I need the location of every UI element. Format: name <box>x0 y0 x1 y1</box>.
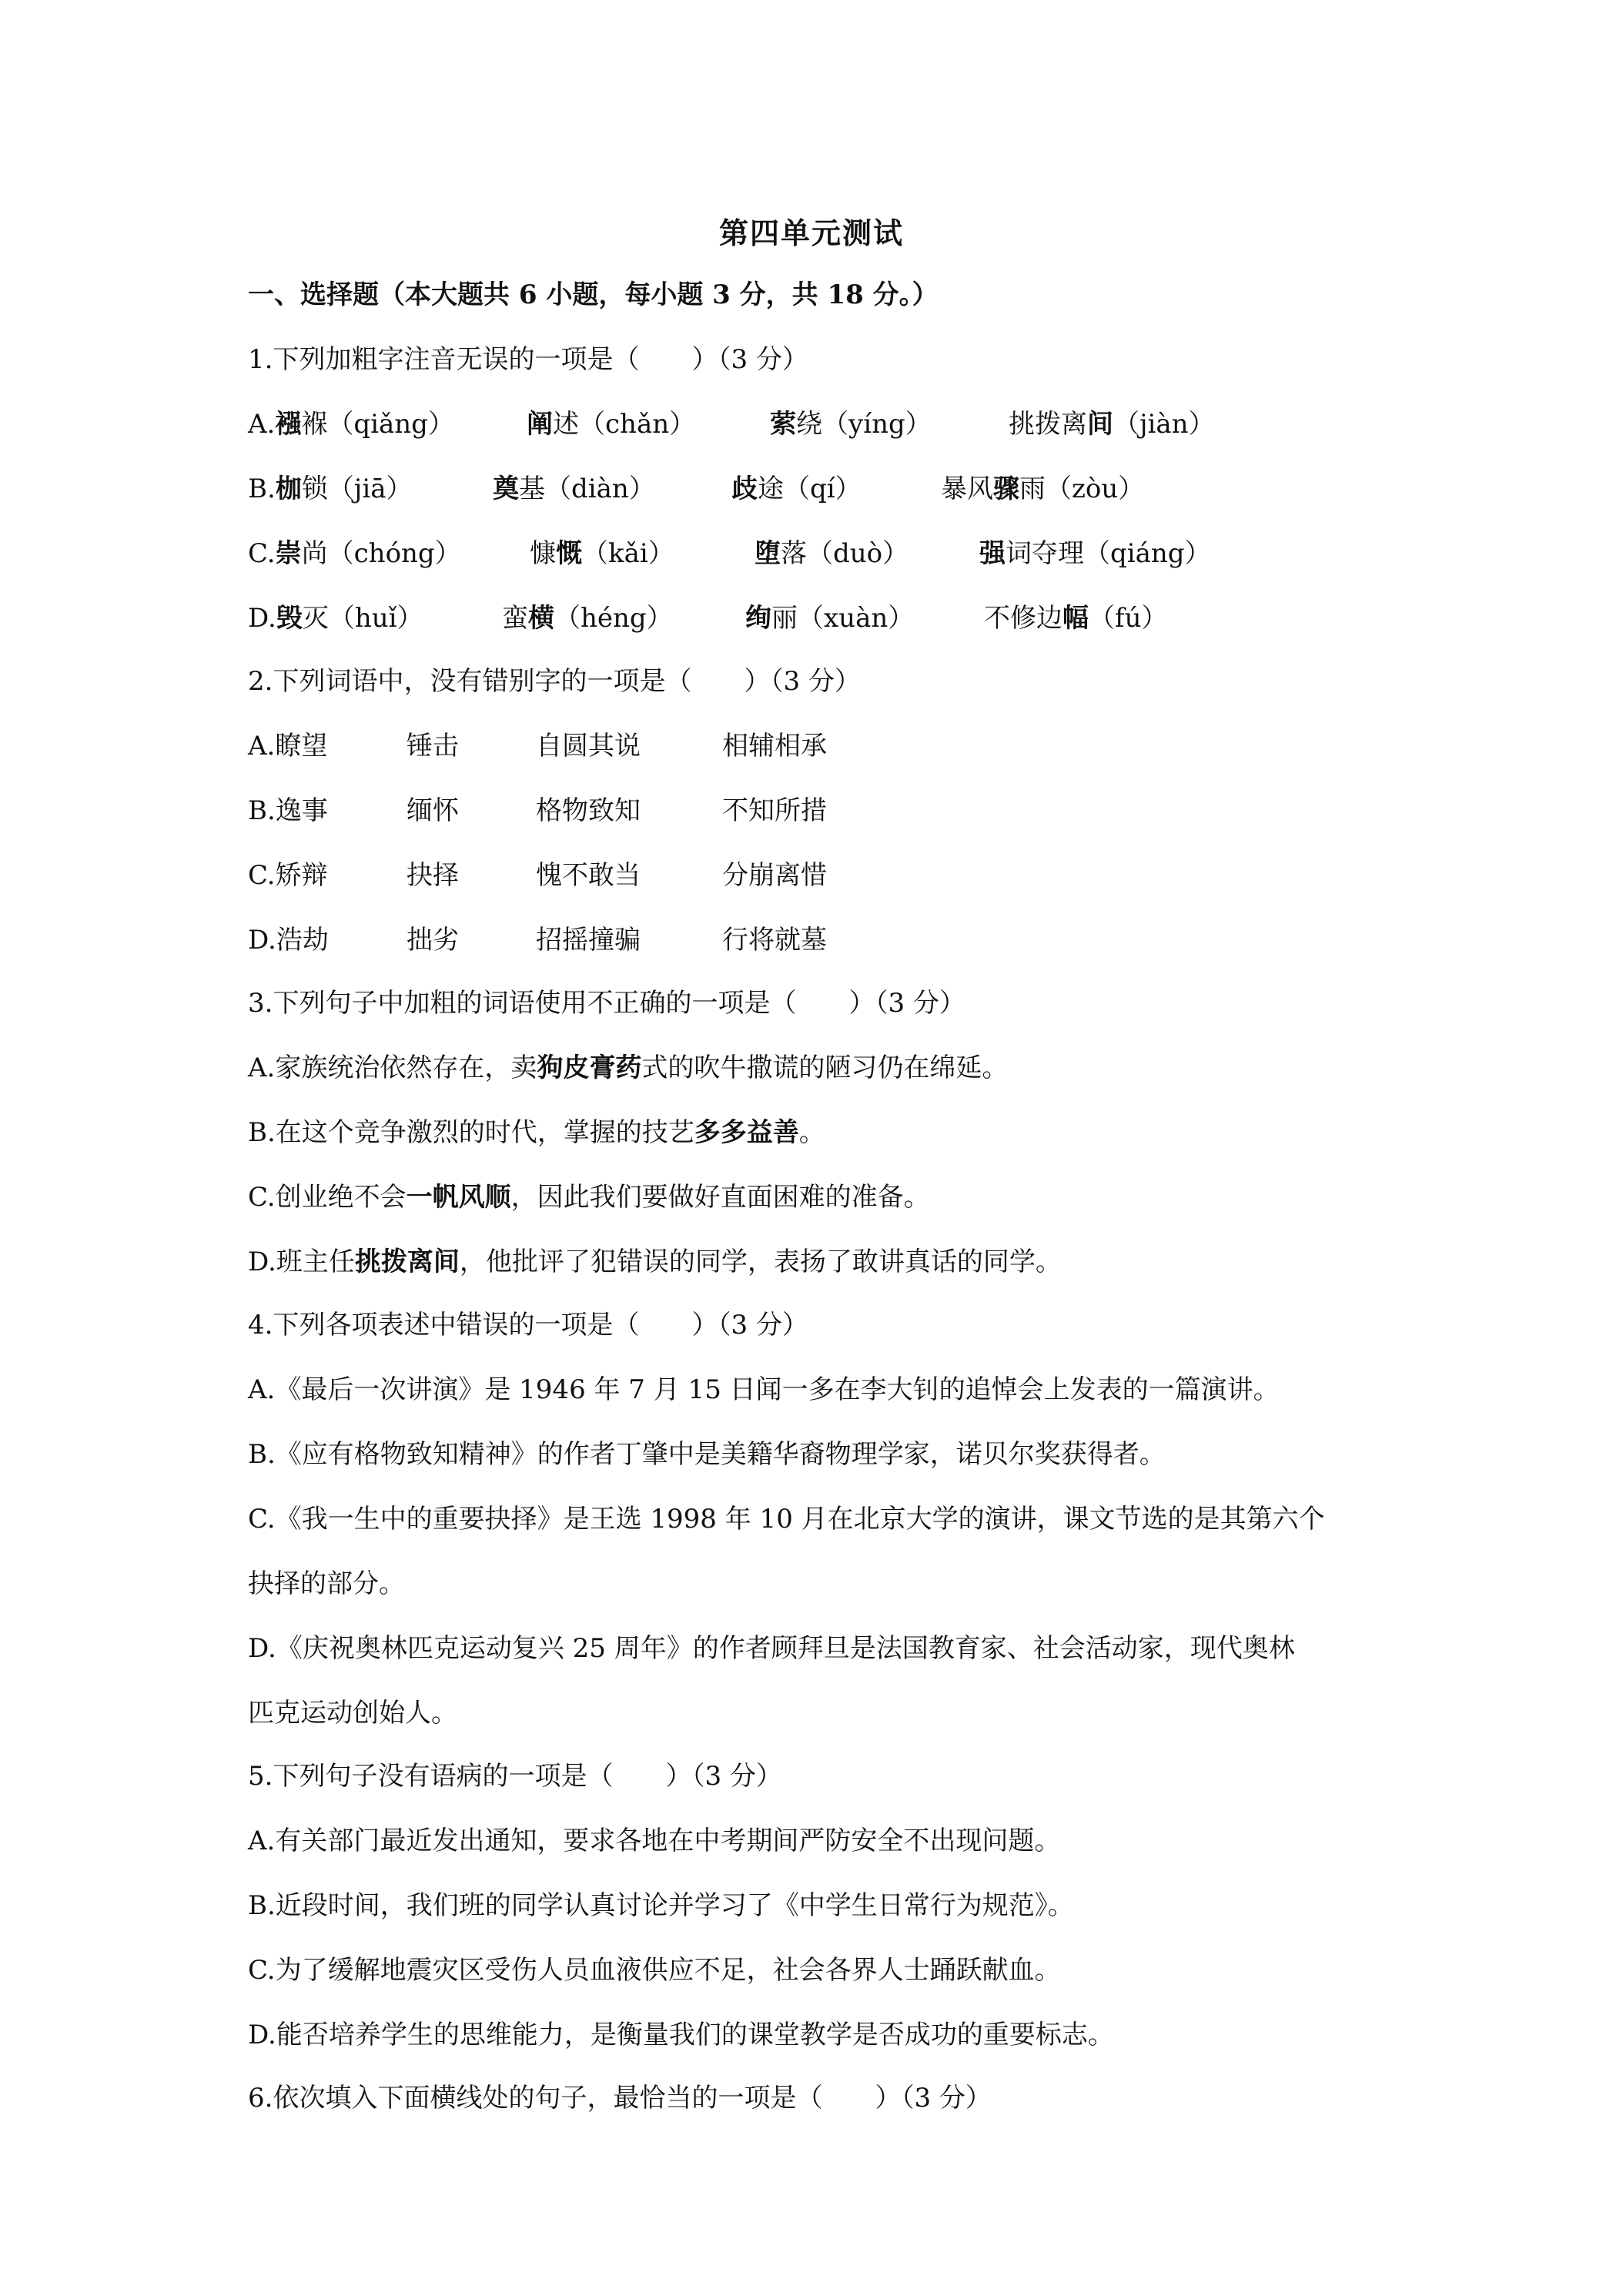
q5-option-a: A.有关部门最近发出通知，要求各地在中考期间严防安全不出现问题。 <box>248 1826 1061 1856</box>
q4-option-d: D.《庆祝奥林匹克运动复兴 25 周年》的作者顾拜旦是法国教育家、社会活动家，现代奥林 <box>248 1633 1295 1664</box>
q4-option-d-continued: 匹克运动创始人。 <box>248 1698 457 1729</box>
q4-option-a: A.《最后一次讲演》是 1946 年 7 月 15 日闻一多在李大钊的追悼会上发表的一篇演讲。 <box>248 1374 1280 1405</box>
question-4-stem: 4.下列各项表述中错误的一项是（ ）（3 分） <box>248 1310 808 1340</box>
q3-option-a: A.家族统治依然存在，卖狗皮膏药式的吹牛撒谎的陋习仍在绵延。 <box>248 1053 1009 1083</box>
q4-option-c-continued: 抉择的部分。 <box>248 1568 405 1599</box>
q3-option-d: D.班主任挑拨离间，他批评了犯错误的同学，表扬了敢讲真话的同学。 <box>248 1247 1062 1277</box>
q5-option-b: B.近段时间，我们班的同学认真讨论并学习了《中学生日常行为规范》。 <box>248 1890 1074 1921</box>
q5-option-c: C.为了缓解地震灾区受伤人员血液供应不足，社会各界人士踊跃献血。 <box>248 1955 1061 1986</box>
q1-option-c: C.崇尚（chóng） 慷慨（kǎi） 堕落（duò） 强词夺理（qiáng） <box>248 538 1211 569</box>
question-3-stem: 3.下列句子中加粗的词语使用不正确的一项是（ ）（3 分） <box>248 988 965 1019</box>
q4-option-b: B.《应有格物致知精神》的作者丁肇中是美籍华裔物理学家，诺贝尔奖获得者。 <box>248 1439 1166 1470</box>
q2-option-c: C.矫辩 抉择 愧不敢当 分崩离惜 <box>248 860 827 891</box>
q3-option-c: C.创业绝不会一帆风顺，因此我们要做好直面困难的准备。 <box>248 1182 930 1213</box>
q1-option-a: A.襁褓（qiǎng） 阐述（chǎn） 萦绕（yíng） 挑拨离间（jiàn） <box>248 409 1215 440</box>
section-heading: 一、选择题（本大题共 6 小题，每小题 3 分，共 18 分。） <box>248 279 939 310</box>
q2-option-d: D.浩劫 拙劣 招摇撞骗 行将就墓 <box>248 925 827 956</box>
q1-option-d: D.毁灭（huǐ） 蛮横（héng） 绚丽（xuàn） 不修边幅（fú） <box>248 603 1168 634</box>
q5-option-d: D.能否培养学生的思维能力，是衡量我们的课堂教学是否成功的重要标志。 <box>248 2020 1114 2050</box>
q2-option-b: B.逸事 缅怀 格物致知 不知所措 <box>248 795 827 826</box>
q3-option-b: B.在这个竞争激烈的时代，掌握的技艺多多益善。 <box>248 1117 825 1148</box>
q2-option-a: A.瞭望 锤击 自圆其说 相辅相承 <box>248 731 827 761</box>
question-5-stem: 5.下列句子没有语病的一项是（ ）（3 分） <box>248 1761 782 1792</box>
question-2-stem: 2.下列词语中，没有错别字的一项是（ ）（3 分） <box>248 666 861 697</box>
question-6-stem: 6.依次填入下面横线处的句子，最恰当的一项是（ ）（3 分） <box>248 2083 992 2114</box>
q4-option-c: C.《我一生中的重要抉择》是王选 1998 年 10 月在北京大学的演讲，课文节选的是其第六个 <box>248 1504 1325 1535</box>
page-title: 第四单元测试 <box>718 216 904 250</box>
question-1-stem: 1.下列加粗字注音无误的一项是（ ）（3 分） <box>248 344 808 375</box>
q1-option-b: B.枷锁（jiā） 奠基（diàn） 歧途（qí） 暴风骤雨（zòu） <box>248 474 1145 504</box>
